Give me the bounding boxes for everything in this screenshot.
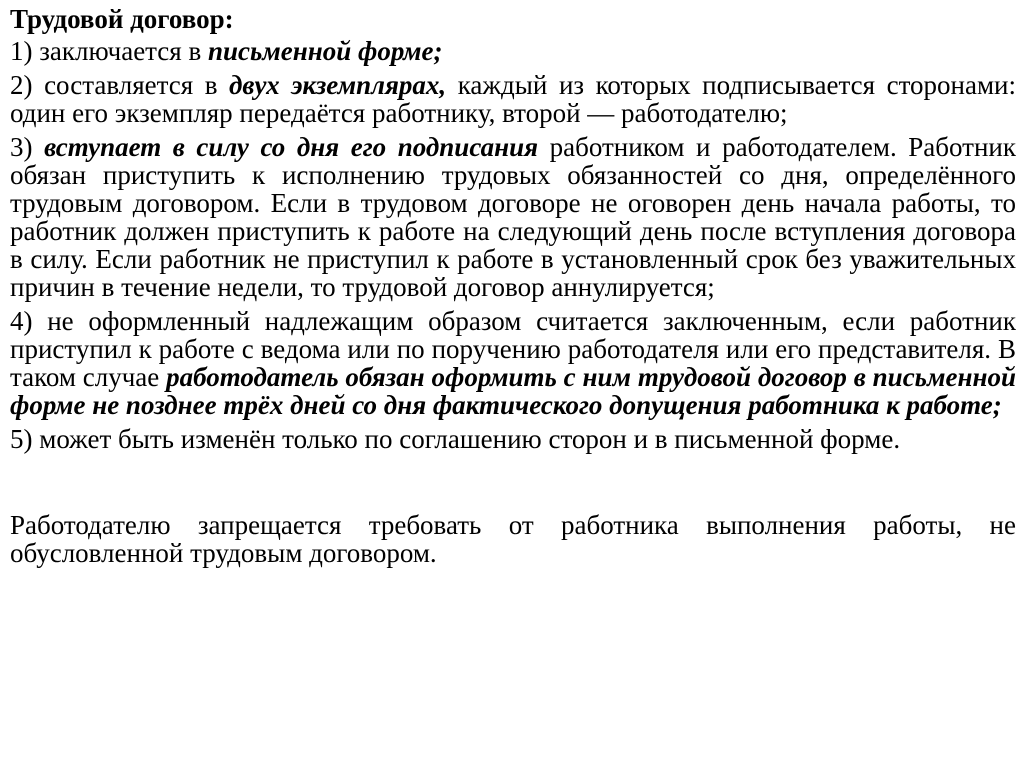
list-item-1 <box>10 37 1016 65</box>
item-3-text: 3) <box>10 132 45 162</box>
item-2-text-after: каждый из которых подписывается сторонами: один его экземпляр передаётся работнику, второй — работодателю; <box>10 70 1016 128</box>
document-title: Трудовой договор: <box>10 4 234 34</box>
list-item-4 <box>10 307 1016 419</box>
item-2-emphasis: двух экземплярах, <box>229 70 447 100</box>
item-1-emphasis: письменной форме; <box>207 36 443 66</box>
item-1-text: 1) заключается в <box>10 36 208 66</box>
item-4-text: 4) не оформленный надлежащим образом считается заключенным, если работник приступил к работе с ведома или по поручению работодателя или его представителя. В таком случае <box>10 306 1016 392</box>
document-page <box>10 5 1016 567</box>
list-item-3 <box>10 133 1016 301</box>
item-5-text: 5) может быть изменён только по соглашению сторон и в письменной форме. <box>10 424 901 454</box>
footer-note: Работодателю запрещается требовать от работника выполнения работы, не обусловленной трудовым договором. <box>10 510 1016 568</box>
list-item-5 <box>10 425 1016 453</box>
item-3-emphasis: вступает в силу со дня его подписания <box>44 132 539 162</box>
list-item-2 <box>10 71 1016 127</box>
item-4-emphasis: работодатель обязан оформить с ним трудовой договор в письменной форме не позднее трёх дней со дня фактического допущения работника к работе; <box>10 362 1016 420</box>
item-3-text-after: работником и работодателем. Работник обязан приступить к исполнению трудовых обязанностей со дня, определённого трудовым договором. Если в трудовом договоре не оговорен день начала работы, то работник должен приступить к работе на следующий день после вступления договора в силу. Если работник не приступил к работе в установленный срок без уважительных причин в течение недели, то трудовой договор аннулируется; <box>10 132 1016 302</box>
item-2-text: 2) составляется в <box>10 70 230 100</box>
